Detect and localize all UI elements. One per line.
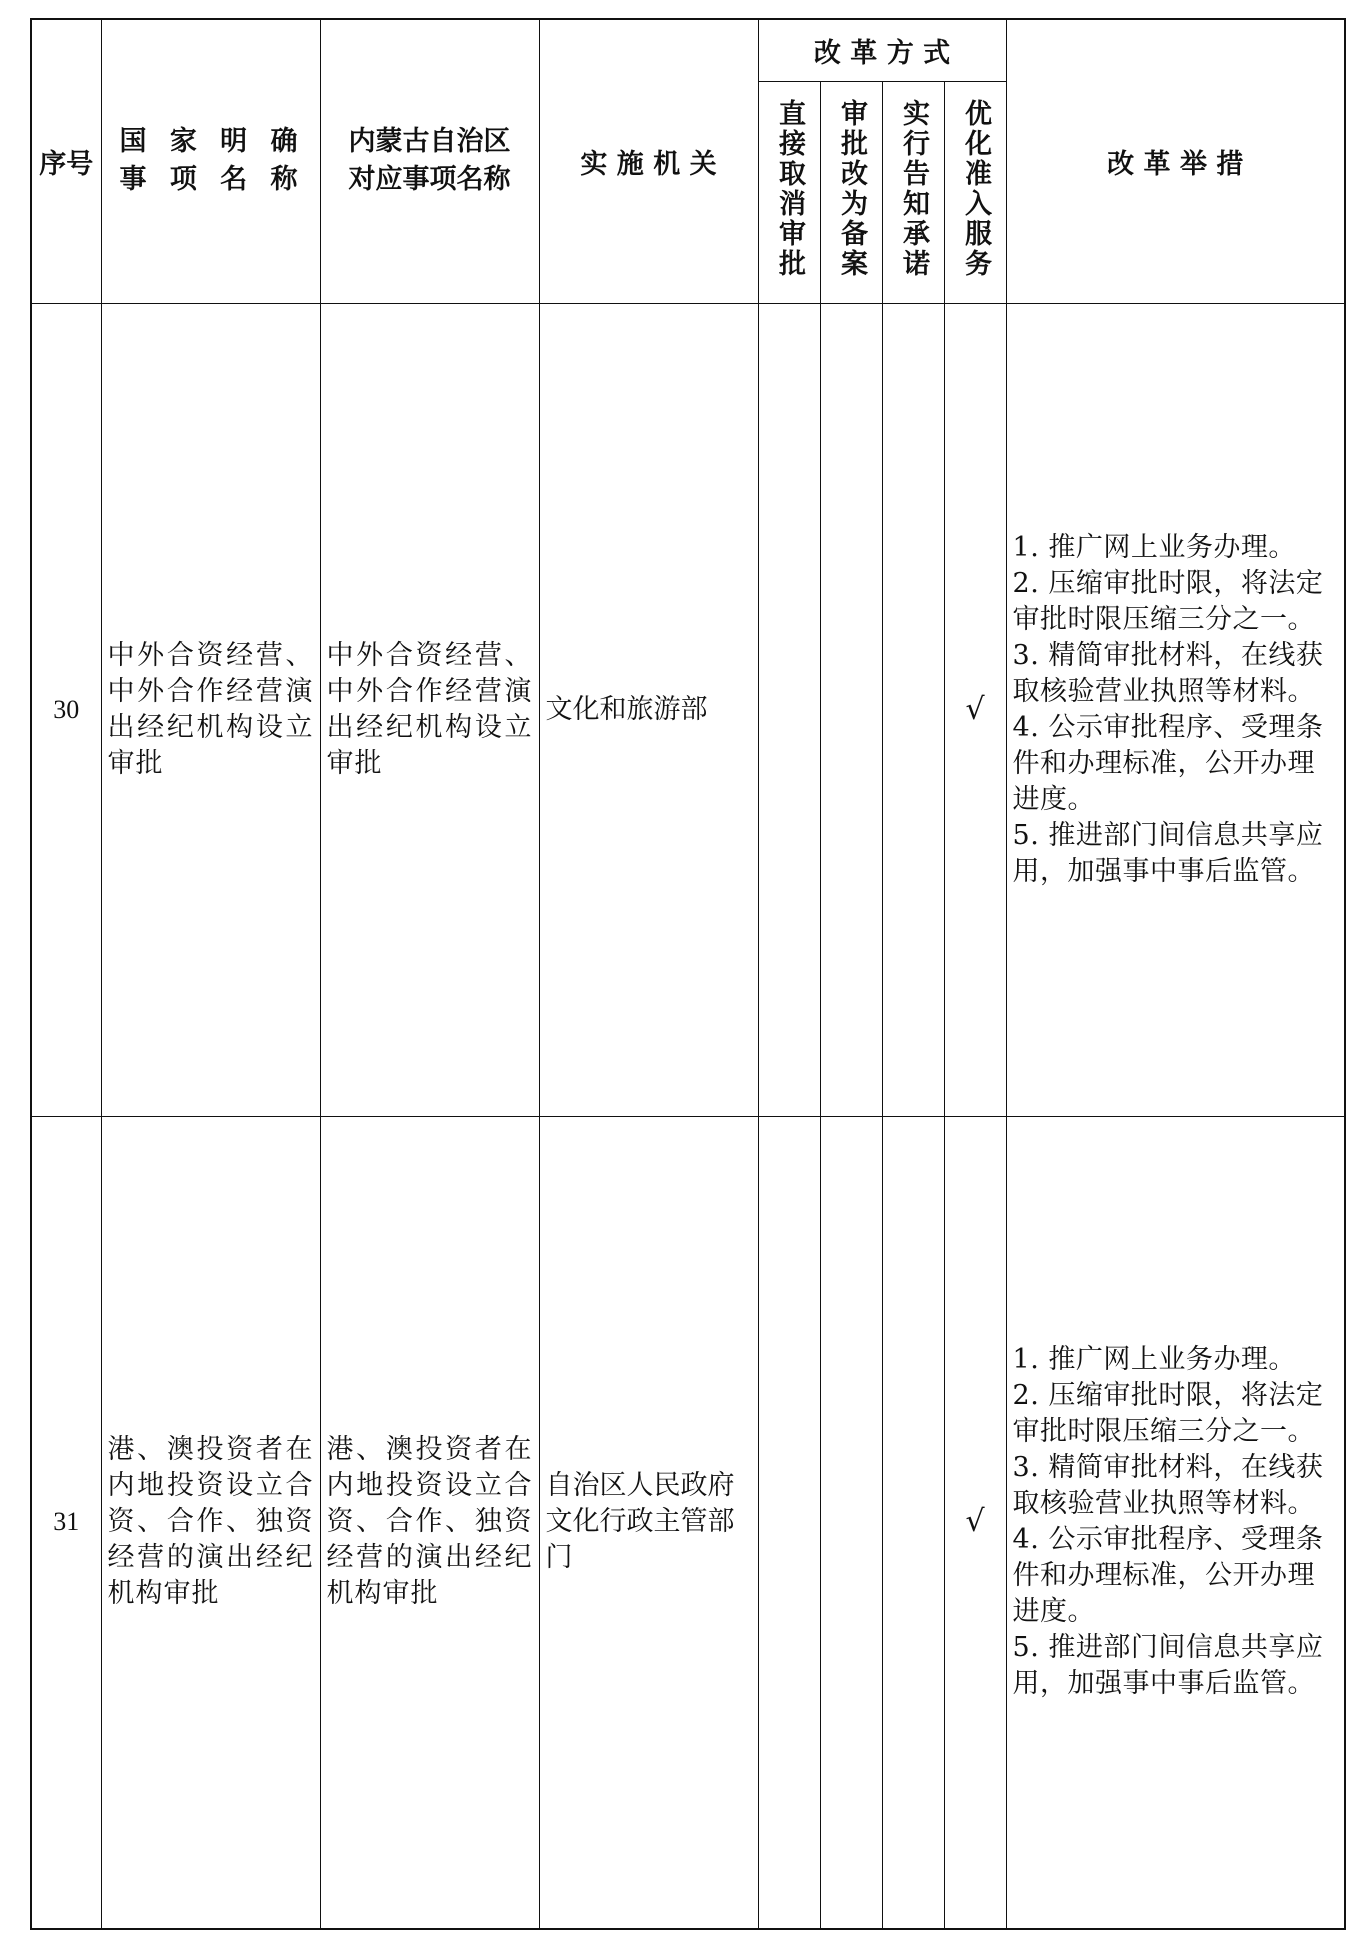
reform-table bbox=[30, 18, 1346, 1930]
row-seq: 31 bbox=[31, 1116, 101, 1929]
row-mode-filing bbox=[820, 1116, 882, 1929]
header-national-name bbox=[101, 19, 320, 303]
measure-item: 3. 精简审批材料，在线获取核验营业执照等材料。 bbox=[1012, 639, 1324, 707]
table-row bbox=[31, 303, 1345, 1116]
row-region-name: 港、澳投资者在内地投资设立合资、合作、独资经营的演出经纪机构审批 bbox=[320, 1116, 539, 1929]
row-agency: 文化和旅游部 bbox=[539, 303, 758, 1116]
row-mode-optimize-check: √ bbox=[944, 303, 1006, 1116]
row-mode-optimize-check: √ bbox=[944, 1116, 1006, 1929]
measure-item: 2. 压缩审批时限，将法定审批时限压缩三分之一。 bbox=[1012, 567, 1324, 635]
measure-item: 1. 推广网上业务办理。 bbox=[1012, 531, 1296, 563]
measure-item: 1. 推广网上业务办理。 bbox=[1012, 1344, 1296, 1376]
header-measures: 改 革 举 措 bbox=[1006, 19, 1345, 303]
header-reform-mode: 改 革 方 式 bbox=[758, 19, 1006, 81]
header-mode-cancel: 直接取消审批 bbox=[758, 81, 820, 303]
measure-item: 4. 公示审批程序、受理条件和办理标准，公开办理进度。 bbox=[1012, 711, 1324, 815]
header-mode-filing: 审批改为备案 bbox=[820, 81, 882, 303]
header-national-name-line1: 国 家 明 确 bbox=[119, 126, 298, 158]
measure-item: 4. 公示审批程序、受理条件和办理标准，公开办理进度。 bbox=[1012, 1524, 1324, 1628]
row-national-name: 港、澳投资者在内地投资设立合资、合作、独资经营的演出经纪机构审批 bbox=[101, 1116, 320, 1929]
row-region-name: 中外合资经营、中外合作经营演出经纪机构设立审批 bbox=[320, 303, 539, 1116]
table-row bbox=[31, 1116, 1345, 1929]
header-mode-notice: 实行告知承诺 bbox=[882, 81, 944, 303]
measure-item: 2. 压缩审批时限，将法定审批时限压缩三分之一。 bbox=[1012, 1380, 1324, 1448]
row-mode-cancel bbox=[758, 303, 820, 1116]
row-measures bbox=[1006, 303, 1345, 1116]
measure-item: 5. 推进部门间信息共享应用，加强事中事后监管。 bbox=[1012, 819, 1324, 887]
header-national-name-line2: 事 项 名 称 bbox=[119, 164, 298, 196]
header-seq: 序号 bbox=[31, 19, 101, 303]
reform-table-frame bbox=[30, 18, 1346, 1930]
header-agency: 实 施 机 关 bbox=[539, 19, 758, 303]
row-mode-notice bbox=[882, 1116, 944, 1929]
row-measures bbox=[1006, 1116, 1345, 1929]
measure-item: 5. 推进部门间信息共享应用，加强事中事后监管。 bbox=[1012, 1632, 1324, 1700]
measure-item: 3. 精简审批材料，在线获取核验营业执照等材料。 bbox=[1012, 1452, 1324, 1520]
header-mode-optimize: 优化准入服务 bbox=[944, 81, 1006, 303]
row-national-name: 中外合资经营、中外合作经营演出经纪机构设立审批 bbox=[101, 303, 320, 1116]
row-seq: 30 bbox=[31, 303, 101, 1116]
row-mode-notice bbox=[882, 303, 944, 1116]
row-mode-cancel bbox=[758, 1116, 820, 1929]
header-region-name: 内蒙古自治区 对应事项名称 bbox=[320, 19, 539, 303]
row-mode-filing bbox=[820, 303, 882, 1116]
row-agency: 自治区人民政府文化行政主管部门 bbox=[539, 1116, 758, 1929]
